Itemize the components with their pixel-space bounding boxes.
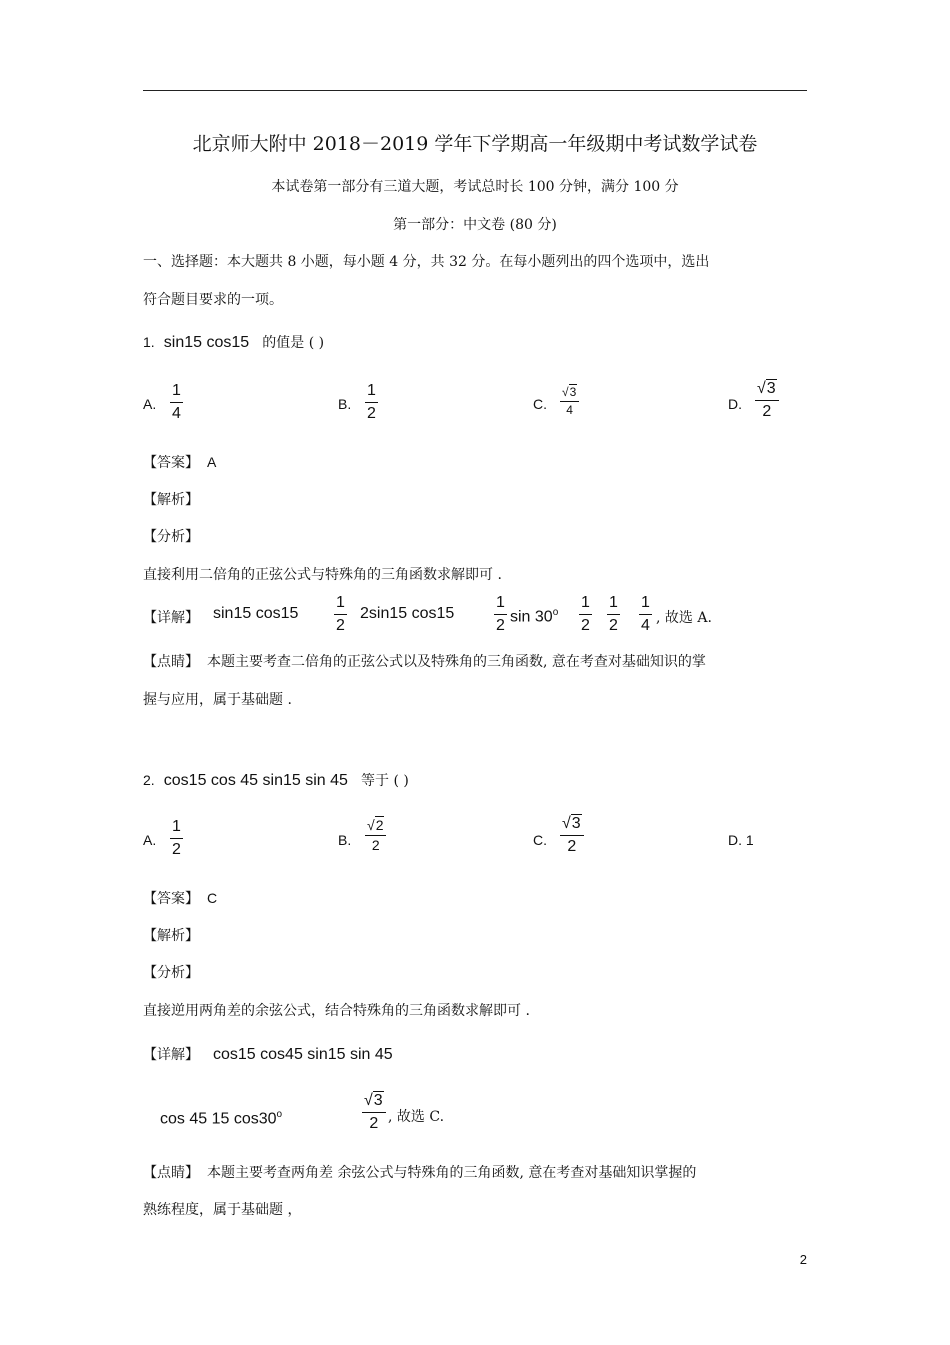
q1-option-a-value: 1 4 (172, 382, 181, 422)
q1-analysis: 直接利用二倍角的正弦公式与特殊角的三角函数求解即可 . (143, 567, 502, 583)
q2-detail-tail: , 故选 C. (388, 1109, 445, 1125)
q2-option-c-value: √3 2 (560, 815, 584, 855)
q2-option-b-label: B. (338, 832, 352, 848)
page-number: 2 (799, 1252, 807, 1267)
q1-detail-mid: 2sin15 cos15 (360, 605, 455, 622)
q1-detail-frac-2: 1 2 (496, 594, 505, 634)
q2-option-b-value: √2 2 (365, 818, 386, 854)
q1-number: 1. (143, 334, 155, 350)
q1-comment-1: 【点睛】 本题主要考查二倍角的正弦公式以及特殊角的三角函数, 意在考查对基础知识的掌 (143, 654, 706, 670)
q2-fenxi: 【分析】 (143, 965, 199, 981)
q1-detail-expr: sin15 cos15 (213, 605, 299, 622)
q2-option-c-label: C. (533, 832, 547, 848)
q2-option-a-value: 1 2 (172, 818, 181, 858)
question-1 (143, 332, 324, 352)
q1-detail-tail: , 故选 A. (656, 610, 712, 626)
q2-expression: cos15 cos 45 sin15 sin 45 (163, 772, 348, 789)
q2-detail-result: √3 2 (362, 1092, 386, 1132)
q2-comment-2: 熟练程度，属于基础题 ， (143, 1202, 302, 1218)
part-heading: 第一部分：中文卷 (80 分) (393, 217, 557, 233)
q1-tail: 的值是 ( ) (262, 335, 325, 351)
q1-answer: 【答案】 A (143, 454, 217, 471)
q2-tail: 等于 ( ) (361, 773, 409, 789)
q2-number: 2. (143, 772, 155, 788)
q2-jiexi: 【解析】 (143, 928, 199, 944)
q1-option-d-label: D. (728, 396, 742, 412)
header-rule (143, 90, 807, 91)
q1-jiexi: 【解析】 (143, 492, 199, 508)
q1-detail-frac-4: 1 2 (609, 594, 618, 634)
q1-comment-2: 握与应用，属于基础题 . (143, 692, 292, 708)
q2-detail-line-1: 【详解】 cos15 cos45 sin15 sin 45 (143, 1046, 393, 1063)
q1-detail-frac-1: 1 2 (336, 594, 345, 634)
q1-answer-value: A (207, 454, 217, 470)
q2-option-a-label: A. (143, 832, 157, 848)
q1-detail-frac-3: 1 2 (581, 594, 590, 634)
q2-answer-value: C (207, 890, 218, 906)
section-instructions-1: 一、选择题：本大题共 8 小题，每小题 4 分，共 32 分。在每小题列出的四个选项中，选出 (143, 254, 710, 270)
section-instructions-2: 符合题目要求的一项。 (143, 292, 283, 308)
question-2 (143, 770, 409, 790)
q2-detail-line-2: cos 45 15 cos30$^o$ (160, 1109, 283, 1128)
q1-fenxi: 【分析】 (143, 529, 199, 545)
q1-option-b-value: 1 2 (367, 382, 376, 422)
q1-detail-frac-5: 1 4 (641, 594, 650, 634)
q1-option-a-label: A. (143, 396, 157, 412)
q1-option-c-label: C. (533, 396, 547, 412)
exam-intro: 本试卷第一部分有三道大题，考试总时长 100 分钟，满分 100 分 (271, 179, 679, 195)
q1-option-c-value: √3 4 (560, 386, 579, 417)
q2-comment-1: 【点睛】 本题主要考查两角差 余弦公式与特殊角的三角函数, 意在考查对基础知识掌握的 (143, 1165, 697, 1181)
exam-title: 北京师大附中 2018－2019 学年下学期高一年级期中考试数学试卷 (192, 133, 758, 155)
q1-expression: sin15 cos15 (163, 334, 250, 351)
q2-option-d: D. 1 (728, 832, 754, 848)
q2-analysis: 直接逆用两角差的余弦公式，结合特殊角的三角函数求解即可 . (143, 1003, 530, 1019)
q1-option-b-label: B. (338, 396, 352, 412)
q1-detail-tag: 【详解】 (143, 610, 199, 626)
q1-detail-sin30: sin 30$^o$ (510, 607, 559, 626)
q1-option-d-value: √3 2 (755, 380, 779, 420)
q2-answer: 【答案】 C (143, 890, 218, 907)
